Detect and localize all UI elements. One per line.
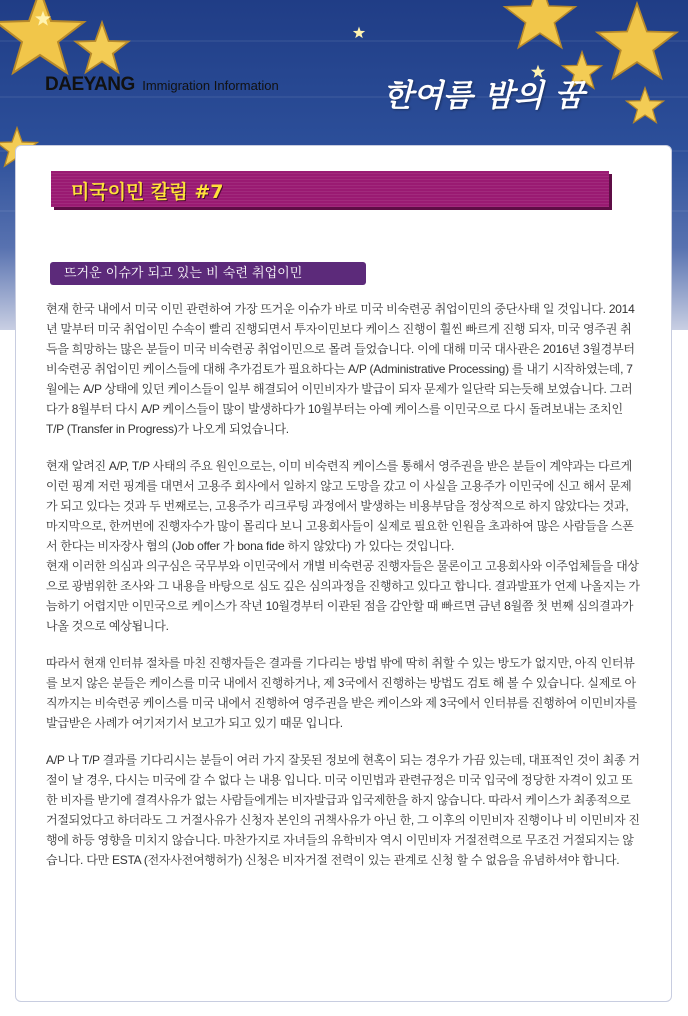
column-title-banner — [51, 171, 609, 207]
brand-name: DAEYANG — [45, 74, 135, 95]
paragraph: 따라서 현재 인터뷰 절차를 마친 진행자들은 결과를 기다리는 방법 밖에 딱히 취할 수 있는 방도가 없지만, 아직 인터뷰를 보지 않은 분들은 케이스를 미국 내에서 진행하거나, 제 3국에서 진행하는 방법도 검토 해 볼 수 있습니다. 실제로 아직까지는 비숙련공 케이스를 미국 내에서 진행하여 영주권을 받은 케이스와 제 3국에서 인터뷰를 진행하여 이민비자를 발급받은 사례가 여기저기서 보고가 되고 있기 때문 입니다. — [46, 656, 637, 730]
article-card — [15, 145, 672, 1002]
article-body — [46, 299, 640, 887]
brand-tagline: Immigration Information — [142, 78, 279, 93]
star-icon — [624, 86, 666, 128]
article-subtitle: 뜨거운 이슈가 되고 있는 비 숙련 취업이민 — [50, 262, 366, 285]
wood-grain — [0, 96, 688, 98]
star-icon — [592, 0, 682, 90]
paragraph: 현재 알려진 A/P, T/P 사태의 주요 원인으로는, 이미 비숙련직 케이스를 통해서 영주권을 받은 분들이 계약과는 다르게 이런 핑계 저런 핑계를 대면서 고용주 회사에서 일하지 않고 도망을 갔고 이 사실을 고용주가 이민국에 신고 해서 문제가 되고 있다는 것과 두 번째로는, 고용주가 리크루팅 과정에서 발생하는 비용부담을 정상적으로 하지 않았다는 것과, 마지막으로, 한꺼번에 진행자수가 많이 몰리다 보니 고용회사들이 실제로 필요한 인원을 초과하여 많은 사람들을 스폰서 한다는 비자장사 혐의 (Job offer 가 bona fide 하지 않았다) 가 있다는 것입니다. — [46, 459, 634, 553]
column-title: 미국이민 칼럼 #7 — [71, 181, 224, 203]
paragraph: 현재 한국 내에서 미국 이민 관련하여 가장 뜨거운 이슈가 바로 미국 비숙련공 취업이민의 중단사태 일 것입니다. 2014년 말부터 미국 취업이민 수속이 빨리 진행되면서 투자이민보다 케이스 진행이 훨씬 빠르게 진행 되자, 미국 영주권 취득을 희망하는 많은 분들이 미국 비숙련공 취업이민으로 몰려 들었습니다. 이에 대해 미국 대사관은 2016년 3월경부터 비숙련공 취업이민 케이스들에 대해 추가검토가 필요하다는 A/P (Administrative Processing) 를 내기 시작하였는데, 7월에는 A/P 상태에 있던 케이스들이 일부 해결되어 이민비자가 발급이 되자 문제가 일단락 되는듯해 보였습니다. 그러다가 8월부터 다시 A/P 케이스들이 많이 발생하다가 10월부터는 아예 케이스를 이민국으로 다시 돌려보내는 조치인 T/P (Transfer in Progress)가 나오게 되었습니다. — [46, 302, 635, 436]
star-icon — [72, 20, 132, 80]
sparkle-icon — [352, 26, 366, 40]
newsletter-title: 한여름 밤의 꿈 — [383, 78, 585, 114]
sparkle-icon — [34, 10, 52, 28]
brand-logo — [45, 74, 279, 96]
paragraph: 현재 이러한 의심과 의구심은 국무부와 이민국에서 개별 비숙련공 진행자들은 물론이고 고용회사와 이주업체들을 대상으로 광범위한 조사와 그 내용을 바탕으로 심도 깊은 심의과정을 진행하고 있다고 합니다. 결과발표가 언제 나올지는 가늠하기 어렵지만 이민국으로 케이스가 작년 10월경부터 이관된 점을 감안할 때 빠르면 금년 8월쯤 첫 번째 심의결과가 나올 것으로 예상됩니다. — [46, 559, 640, 633]
paragraph: A/P 나 T/P 결과를 기다리시는 분들이 여러 가지 잘못된 정보에 현혹이 되는 경우가 가끔 있는데, 대표적인 것이 최종 거절이 날 경우, 다시는 미국에 갈 수 없다 는 내용 입니다. 미국 이민법과 관련규정은 미국 입국에 정당한 자격이 있고 또한 비자를 받기에 결격사유가 없는 사람들에게는 비자발급과 입국제한을 하지 않습니다. 따라서 케이스가 최종적으로 거절되었다고 하더라도 그 거절사유가 신청자 본인의 귀책사유가 아닌 한, 그 이후의 이민비자 진행이나 비 이민비자 진행에 하등 영향을 미치지 않습니다. 마찬가지로 자녀들의 유학비자 역시 이민비자 거절전력으로 무조건 거절되지는 않습니다. 다만 ESTA (전자사전여행허가) 신청은 비자거절 전력이 있는 관계로 신청 할 수 없음을 유념하셔야 합니다. — [46, 753, 640, 867]
